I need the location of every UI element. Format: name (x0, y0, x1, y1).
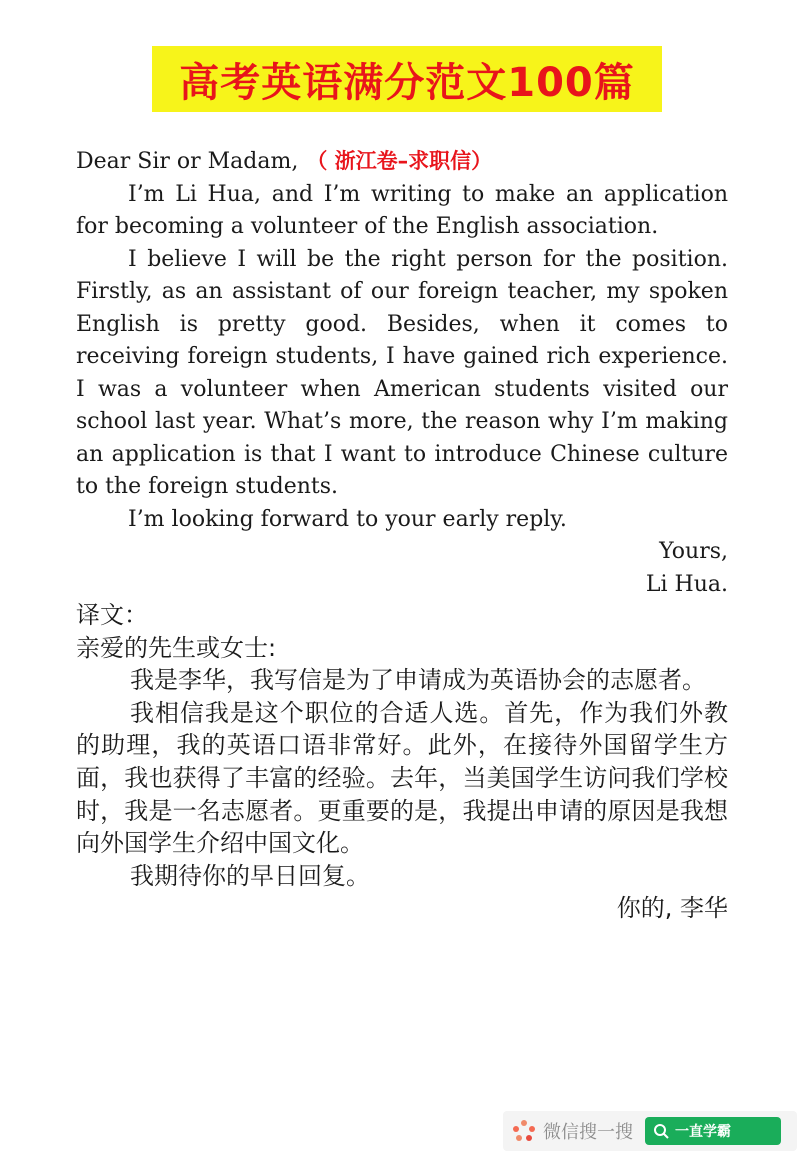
search-icon (653, 1123, 669, 1139)
letter-salutation: Dear Sir or Madam, (76, 149, 299, 174)
translation-salutation: 亲爱的先生或女士: (76, 633, 277, 662)
letter-paragraph-3: I’m looking forward to your early reply. (128, 506, 567, 532)
letter-salutation-line (76, 145, 728, 179)
source-tag: （ 浙江卷–求职信） (306, 149, 493, 173)
letter-closing: Yours, (659, 539, 728, 564)
watermark-search-label: 微信搜一搜 (543, 1122, 633, 1143)
watermark-account-name: 一直学霸 (675, 1124, 731, 1140)
translation-label: 译文： (76, 601, 148, 629)
letter-signature: Li Hua. (645, 571, 728, 597)
translation-closing: 你的, 李华 (616, 894, 728, 923)
chinese-translation (76, 599, 728, 925)
wechat-search-watermark (503, 1111, 797, 1151)
translation-paragraph-3: 我期待你的早日回复。 (130, 861, 370, 890)
letter-paragraph-2: I believe I will be the right person for the position. Firstly, as an assistant of our foreign teacher, my spoken English is pretty good. Besides, when it comes to receiving foreign students, I have gained rich experience. I was a volunteer when American students visited our school last year. What’s more, the reason why I’m making an application is that I want to introduce Chinese culture to the foreign students. (76, 246, 728, 499)
title-banner (152, 46, 662, 112)
watermark-account-button[interactable] (645, 1117, 781, 1145)
wechat-search-logo-icon (511, 1118, 537, 1144)
translation-paragraph-1: 我是李华，我写信是为了申请成为英语协会的志愿者。 (130, 666, 706, 695)
english-letter (76, 145, 728, 601)
translation-paragraph-2: 我相信我是这个职位的合适人选。首先，作为我们外教的助理，我的英语口语非常好。此外，在接待外国留学生方面，我也获得了丰富的经验。去年，当美国学生访问我们学校时，我是一名志愿者。更重要的是，我提出申请的原因是我想向外国学生介绍中国文化。 (76, 698, 728, 858)
letter-paragraph-1: I’m Li Hua, and I’m writing to make an application for becoming a volunteer of the English association. (76, 181, 728, 239)
page-title: 高考英语满分范文100篇 (179, 59, 635, 106)
